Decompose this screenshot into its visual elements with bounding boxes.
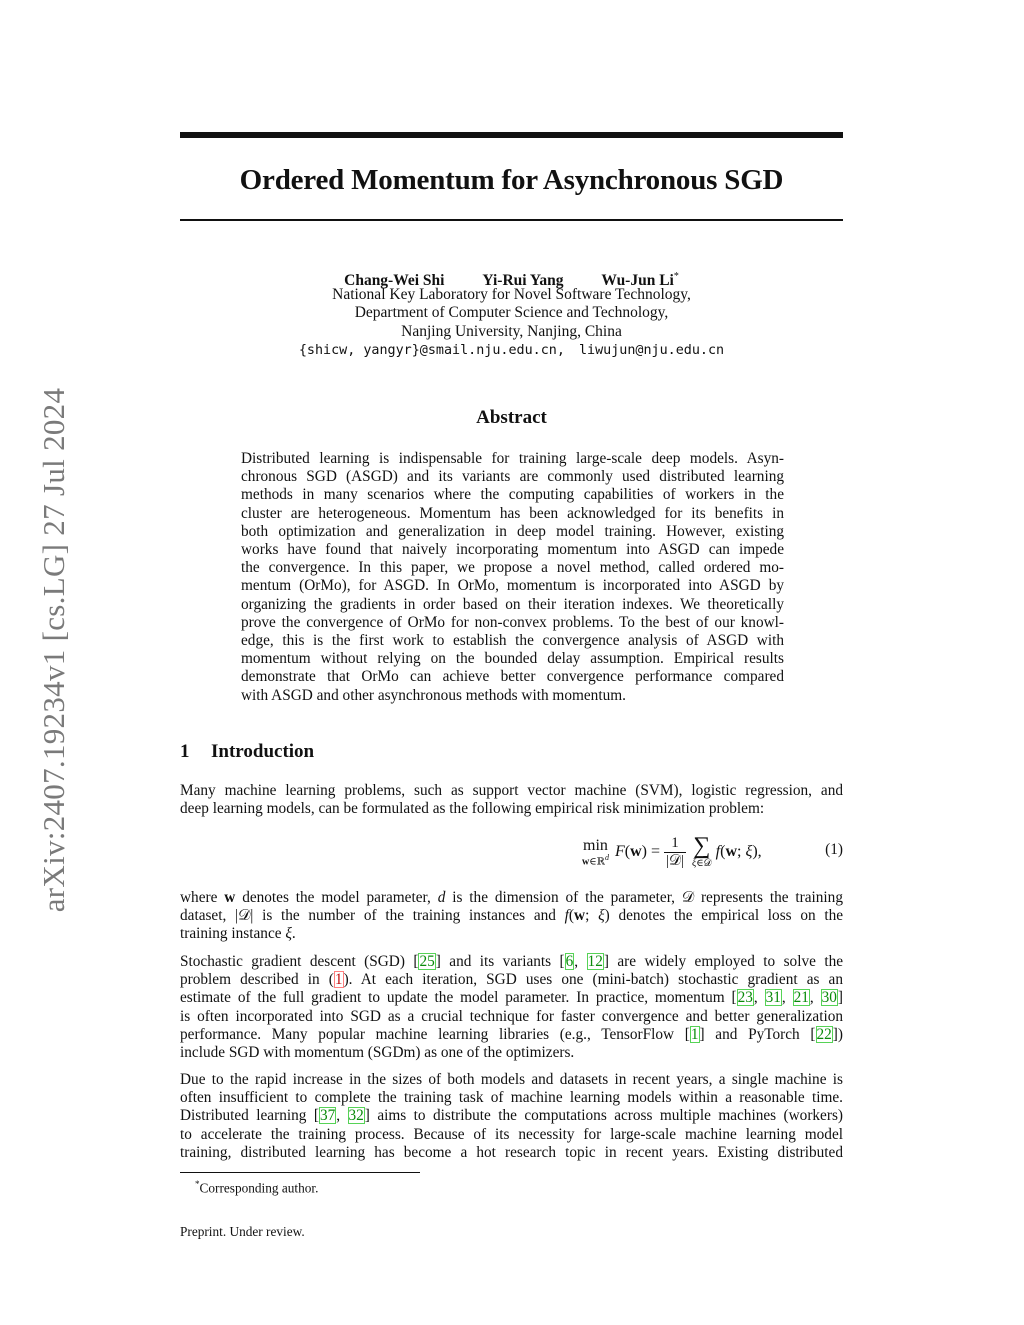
title-bottom-rule [180, 219, 843, 221]
intro-paragraph-1 [180, 782, 843, 818]
paragraph-line: performance. Many popular machine learning libraries (e.g., TensorFlow [1] and PyTorch [22]) [180, 1025, 843, 1043]
abstract-heading: Abstract [476, 407, 547, 428]
citation-link[interactable]: 6 [565, 953, 574, 970]
corresponding-author-mark: * [673, 271, 679, 282]
equation-number: (1) [825, 841, 843, 858]
abstract-line: chronous SGD (ASGD) and its variants are commonly used distributed learning [241, 468, 784, 486]
section-title: Introduction [211, 741, 315, 762]
citation-link[interactable]: 25 [419, 953, 435, 970]
author-emails [180, 342, 843, 360]
email-address: {shicw, yangyr}@smail.nju.edu.cn, [298, 343, 565, 358]
affiliation-line: Department of Computer Science and Technology, [354, 304, 669, 322]
author-name: Chang-Wei Shi [344, 272, 445, 290]
abstract-line: cluster are heterogeneous. Momentum has been acknowledged for its benefits in [241, 504, 784, 522]
paragraph-line: often insufficient to complete the training task of machine learning models within a reasonable time. [180, 1089, 843, 1107]
paragraph-line: deep learning models, can be formulated as the following empirical risk minimization problem: [180, 800, 765, 818]
abstract-line: edge, this is the first work to establish the convergence analysis of ASGD with [241, 632, 784, 650]
affiliation-line: Nanjing University, Nanjing, China [401, 322, 622, 340]
citation-link[interactable]: 21 [793, 989, 809, 1007]
paragraph-line: dataset, |𝒟| is the number of the training instances and f(w; ξ) denotes the empirical loss on the [180, 907, 844, 925]
section-number: 1 [180, 741, 190, 762]
abstract-line: works have found that naively incorporating momentum into ASGD can impede [241, 541, 784, 559]
affiliation [180, 286, 843, 341]
paragraph-line: training, distributed learning has become a hot research topic in recent years. Existing distributed [180, 1143, 843, 1161]
preprint-notice: Preprint. Under review. [180, 1224, 305, 1239]
equation-1 [180, 826, 843, 878]
paragraph-line: training instance ξ. [180, 925, 296, 943]
footnote-text: Corresponding author. [199, 1180, 319, 1196]
citation-link[interactable]: 12 [587, 953, 603, 970]
arxiv-stamp-text: arXiv:2407.19234v1 [cs.LG] 27 Jul 2024 [36, 387, 71, 913]
abstract-line: prove the convergence of OrMo for non-convex problems. To the best of our knowl- [241, 613, 784, 631]
paragraph-line: where w denotes the model parameter, d is the dimension of the parameter, 𝒟 represents the training [180, 889, 843, 906]
author-name: Wu-Jun Li* [601, 271, 679, 290]
citation-link[interactable]: 31 [765, 989, 781, 1007]
paragraph-line: Distributed learning [37, 32] aims to distribute the computations across multiple machines (workers) [180, 1107, 843, 1125]
paper-title: Ordered Momentum for Asynchronous SGD [239, 164, 784, 196]
footnote-rule [180, 1172, 420, 1173]
paragraph-line: Many machine learning problems, such as support vector machine (SVM), logistic regression, and [180, 782, 843, 799]
section-heading-introduction [180, 740, 314, 764]
footnote [195, 1176, 318, 1196]
citation-link[interactable]: 1 [690, 1025, 699, 1043]
title-top-rule [180, 132, 843, 138]
abstract-line: Distributed learning is indispensable for training large-scale deep models. Asyn- [241, 450, 784, 467]
abstract-line: methods in many scenarios where the computing capabilities of workers in the [241, 486, 784, 504]
paragraph-line: include SGD with momentum (SGDm) as one of the optimizers. [180, 1044, 575, 1062]
intro-paragraph-3 [180, 953, 843, 1062]
abstract-line: demonstrate that OrMo can achieve better convergence performance compared [241, 668, 784, 686]
abstract-line: with ASGD and other asynchronous methods with momentum. [241, 686, 626, 704]
abstract-line: mentum (OrMo), for ASGD. In OrMo, momentum is incorporated into ASGD by [241, 577, 784, 595]
abstract-line: the convergence. In this paper, we propose a novel method, called ordered mo- [241, 559, 784, 577]
paragraph-line: estimate of the full gradient to update the model parameter. In practice, momentum [23, 31, 21, 30] [180, 989, 843, 1007]
affiliation-line: National Key Laboratory for Novel Software Technology, [332, 286, 691, 303]
intro-paragraph-2 [180, 889, 843, 944]
intro-paragraph-4 [180, 1071, 843, 1162]
abstract-line: organizing the gradients in order based on their iteration indexes. We theoretically [241, 595, 784, 613]
citation-link[interactable]: 23 [737, 989, 753, 1007]
email-address: liwujun@nju.edu.cn [578, 343, 725, 358]
citation-link[interactable]: 37 [319, 1107, 336, 1125]
abstract-body [241, 450, 784, 705]
equation-reference-link[interactable]: 1 [334, 971, 343, 989]
footnote-mark: * [195, 1179, 200, 1189]
paragraph-line: Due to the rapid increase in the sizes of both models and datasets in recent years, a single machine is [180, 1071, 843, 1088]
citation-link[interactable]: 30 [821, 989, 837, 1007]
equation-body: min w∈ℝ$^d$ F(w) = $\frac{1}{\text{|𝒟|}}$ ∑ ξ∈𝒟 f(w; ξ), [582, 833, 762, 869]
paragraph-line: to accelerate the training process. Because of its necessity for large-scale machine learning model [180, 1125, 843, 1143]
abstract-line: momentum without relying on the bounded delay assumption. Empirical results [241, 650, 784, 668]
paragraph-line: is often incorporated into SGD as a crucial technique for faster convergence and better generalization [180, 1007, 843, 1025]
citation-link[interactable]: 32 [348, 1107, 364, 1125]
paragraph-line: Stochastic gradient descent (SGD) [25] and its variants [6, 12] are widely employed to solve the [180, 953, 844, 970]
author-name: Yi-Rui Yang [482, 272, 564, 290]
paragraph-line: problem described in (1). At each iteration, SGD uses one (mini-batch) stochastic gradient as an [180, 971, 843, 989]
citation-link[interactable]: 22 [816, 1025, 832, 1043]
abstract-line: both optimization and generalization in deep model training. However, existing [241, 522, 784, 540]
